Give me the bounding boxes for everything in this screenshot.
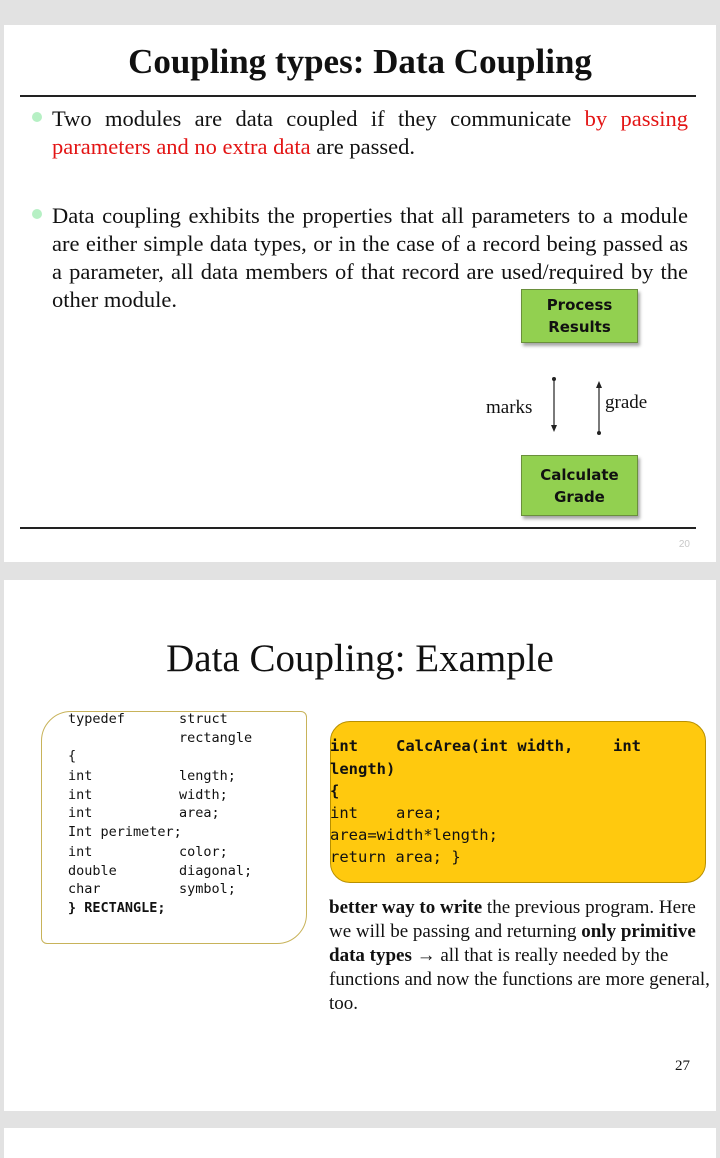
process-results-line1: Process [546,296,613,314]
slide-data-coupling-example [4,580,716,1111]
code-field-name: length; [179,768,236,784]
slide-data-coupling [4,25,716,562]
func-int-2: int [613,737,641,755]
code-field-type: int [68,787,93,803]
bullet-1-highlight: by passing parameters and no extra data [52,106,688,159]
code-field-type: int [68,768,93,784]
page-number: 27 [675,1058,690,1074]
code-field-name: symbol; [179,881,236,897]
code-open-brace: { [68,748,77,764]
next-slide-edge [4,1128,716,1158]
code-field-type: double [68,863,117,879]
page-number: 20 [678,539,690,550]
bullet-1-text: Two modules are data coupled if they communicate [52,106,585,131]
calculate-grade-line1: Calculate [540,465,619,484]
calculate-grade-line2: Grade [554,487,605,506]
data-flow-arrows [544,373,614,443]
code-field-name: area; [179,805,220,821]
func-length: length) [330,760,396,778]
code-perimeter: Int perimeter; [68,824,182,840]
marks-arrow-tail [552,377,556,381]
title-divider [20,95,696,97]
code-struct: struct [179,711,228,727]
func-decl-type: int [330,804,358,822]
code-typedef: typedef [68,711,125,727]
code-field-type: int [68,844,93,860]
func-assign: area=width*length; [330,826,498,844]
explanation-bold-2: only primitive data types [329,921,696,966]
process-results-box [521,289,638,343]
code-field-name: width; [179,787,228,803]
bullet-dot-icon [32,112,42,122]
bullet-2-text: Data coupling exhibits the properties that all parameters to a module are either simple data types, or in the case of a record being passed as a parameter, all data members of that record are used/required by the other module. [52,203,688,312]
code-field-name: color; [179,844,228,860]
code-close: } RECTANGLE; [68,900,166,916]
explanation-mid: the previous program. Here we will be passing and returning [329,897,696,942]
explanation-end: all that is really needed by the functions and now the functions are more general, too. [329,945,710,1014]
slide-title: Coupling types: Data Coupling [128,42,592,81]
explanation-bold-1: better way to write [329,897,483,918]
bullet-1 [52,105,688,161]
bottom-divider [20,527,696,529]
grade-label: grade [605,392,648,413]
grade-arrow-head [596,381,602,388]
func-decl-name: area; [396,804,443,822]
func-signature: CalcArea(int width, [396,737,574,755]
func-open-brace: { [330,782,340,800]
explanation-text [329,896,714,1016]
bullet-dot-icon [32,209,42,219]
code-field-type: char [68,881,101,897]
code-field-type: int [68,805,93,821]
grade-arrow-tail [597,431,601,435]
func-int: int [330,737,358,755]
func-return: return area; } [330,848,461,866]
code-field-name: diagonal; [179,863,253,879]
slide-title: Data Coupling: Example [166,637,554,680]
code-rectangle: rectangle [179,730,253,746]
marks-label: marks [486,397,533,418]
arrow-icon: → [411,945,441,966]
calculate-grade-box [521,455,638,516]
marks-arrow-head [551,425,557,432]
bullet-1-end: are passed. [310,134,415,159]
process-results-line2: Results [548,318,611,336]
